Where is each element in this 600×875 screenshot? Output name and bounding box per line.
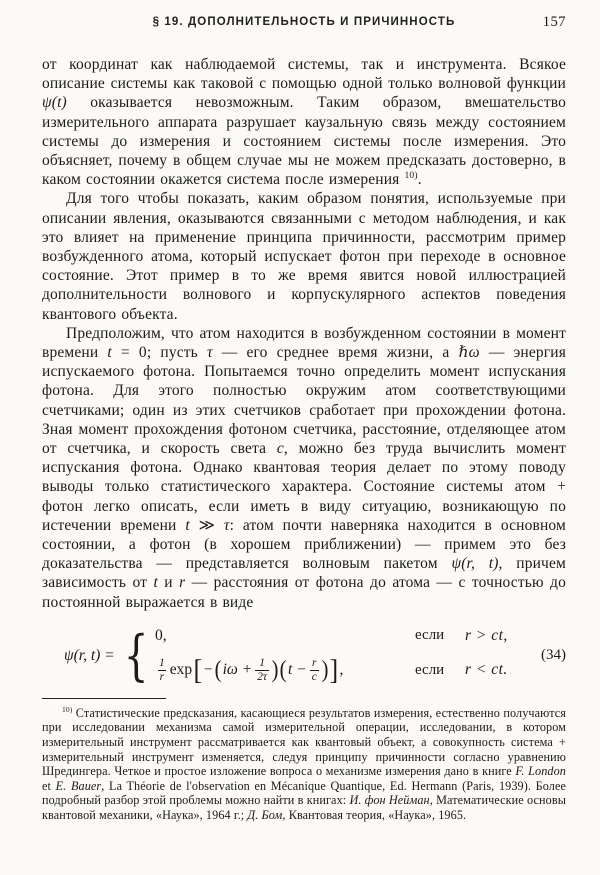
paragraph-2: Для того чтобы показать, каким образом понятия, используемые при описании явления, оказываются связанными с методом наблюдения, и как это влияет на применение принципа причинности, рассмотрим пример возбужденного атома, который испускает фотон при переходе в основное состояние. Этот пример в то же время явится новой иллюстрацией дополнительности волнового и корпускулярного аспектов поведения квантового объекта.: [42, 190, 566, 323]
left-bracket: [: [193, 653, 203, 686]
case2-if-word: если: [415, 661, 445, 678]
fraction-1-over-r: $\frac{1}{r}$: [159, 656, 165, 683]
left-paren-1: (: [214, 657, 221, 684]
right-paren-1: ): [271, 657, 279, 684]
main-text: [42, 55, 566, 612]
equation-number: (34): [541, 647, 566, 664]
running-header: [42, 16, 566, 34]
footnote-rule: [42, 698, 166, 699]
equation-34: [42, 623, 566, 687]
right-bracket: ]: [329, 653, 339, 686]
exp-operator: exp: [169, 661, 193, 679]
footnote-text: $^{10)}$ Статистические предсказания, касающиеся результатов измерения, естественно получаются при исследовании механизма самой измерительной операции, исследовании, в котором измерительный инструмент рассматривается как квантовый объект, а совокупность система + измерительный инструмент изменяется, следуя принципу причинности согласно уравнению Шредингера. Четкое и простое изложение вопроса о механизме измерения дано в книге F. London et E. Bauer, La Théorie de l'observation en Mécanique Quantique, Ed. Hermann (Paris, 1939). Более подробный разбор этой проблемы можно найти в книгах: И. фон Нейман, Математические основы квантовой механики, «Наука», 1964 г.; Д. Бом, Квантовая теория, «Наука», 1965.: [42, 704, 566, 823]
case1-if-word: если: [415, 627, 445, 644]
case-row-2: [155, 653, 537, 686]
equation-lhs: ψ(r, t) =: [64, 646, 115, 664]
footnote-block: [42, 698, 566, 823]
minus-sign: −: [203, 661, 213, 679]
cases-brace: {: [123, 623, 149, 687]
case1-expression: 0,: [155, 626, 167, 644]
i-omega-plus: iω +: [222, 661, 253, 679]
trailing-comma: ,: [339, 661, 344, 679]
case2-expression: [155, 653, 415, 686]
page-number: 157: [542, 14, 566, 30]
paragraph-1: от координат как наблюдаемой системы, так и инструмента. Всякое описание системы как таковой с помощью одной только волновой функции ψ(t) оказывается невозможным. Таким образом, вмешательство измерительного аппарата разрушает каузальную связь между состоянием системы до измерения и состоянием системы после измерения. Это объясняет, почему в общем случае мы не можем предсказать достоверно, в каком состоянии окажется система после измерения $^{10)}$.: [42, 56, 566, 189]
case2-condition: r < ct.: [465, 661, 508, 679]
paragraph-3: Предположим, что атом находится в возбужденном состоянии в момент времени t = 0; пусть τ — его среднее время жизни, а ℏω — энергия испускаемого фотона. Попытаемся точно определить момент испускания фотона. Для этого полностью окружим атом соответствующими счетчиками; один из этих счетчиков сработает при прохождении фотона. Зная момент прохождения фотоном счетчика, расстояние, отделяющее атом от счетчика, и скорость света c, можно без труда вычислить момент испускания фотона. Однако квантовая теория делает по этому поводу выводы только статистического характера. Состояние системы атом + фотон легко описать, если иметь в виду ситуацию, возникающую по истечении времени t ≫ τ: атом почти наверняка находится в основном состоянии, а фотон (в хорошем приближении) — примем это без доказательства — представляется волновым пакетом ψ(r, t), причем зависимость от t и r — расстояния от фотона до атома — с точностью до постоянной выражается в виде: [42, 324, 566, 611]
section-heading: § 19. ДОПОЛНИТЕЛЬНОСТЬ И ПРИЧИННОСТЬ: [152, 16, 456, 28]
left-paren-2: (: [279, 657, 287, 684]
case1-condition: r > ct,: [465, 626, 508, 644]
right-paren-2: ): [321, 657, 329, 684]
t-minus: t −: [288, 661, 307, 679]
case-row-1: [155, 627, 537, 645]
equation-cases: [155, 627, 537, 685]
fraction-1-over-2tau: $\frac{1}{2\tau}$: [257, 656, 268, 683]
fraction-r-over-c: $\frac{r}{c}$: [311, 656, 317, 683]
